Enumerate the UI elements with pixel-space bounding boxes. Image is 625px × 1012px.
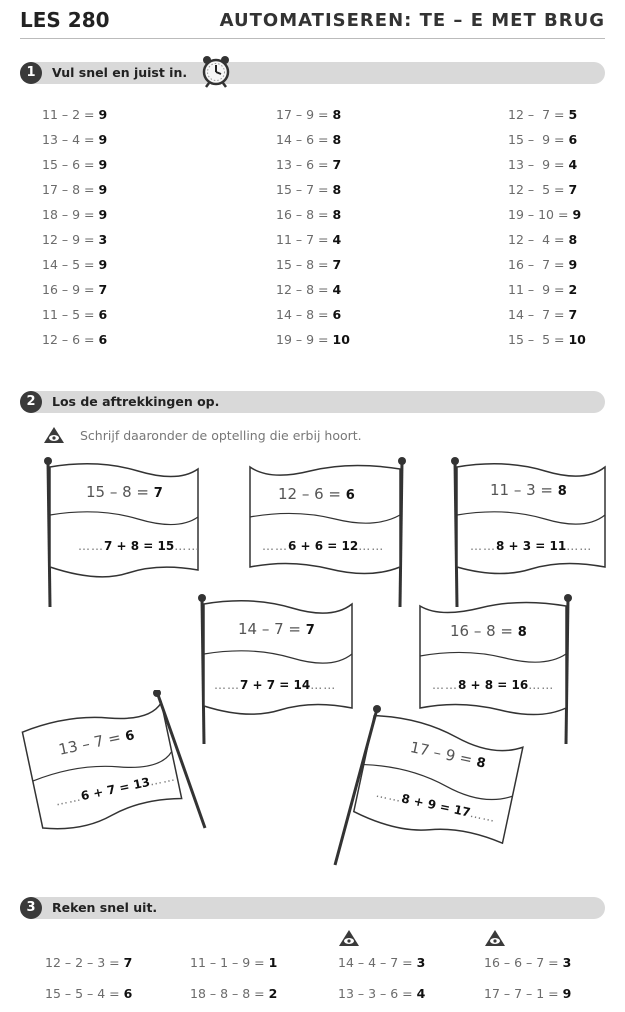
- exercise-question: 15 – 8 =: [276, 257, 329, 272]
- exercise-answer: 10: [332, 332, 350, 347]
- exercise-question: 11 – 9 =: [508, 282, 565, 297]
- header-divider: [20, 38, 605, 39]
- exercise-item: [42, 307, 107, 322]
- exercise-item: [276, 182, 341, 197]
- quick-exercise-question: 11 – 1 – 9 =: [190, 955, 265, 970]
- exercise-answer: 10: [568, 332, 586, 347]
- exercise-question: 14 – 8 =: [276, 307, 329, 322]
- section-1-title: Vul snel en juist in.: [52, 65, 188, 80]
- flag-4-sum: 7 + 7 = 14: [240, 678, 311, 692]
- exercise-question: 13 – 6 =: [276, 157, 329, 172]
- exercise-answer: 6: [98, 307, 108, 322]
- exercise-answer: 9: [98, 107, 108, 122]
- quick-exercise-answer: 3: [416, 955, 426, 970]
- quick-exercise-answer: 3: [562, 955, 572, 970]
- quick-exercise-question: 18 – 8 – 8 =: [190, 986, 265, 1001]
- flag-7-answer: 8: [474, 755, 487, 772]
- exercise-question: 11 – 2 =: [42, 107, 95, 122]
- quick-exercise-answer: 6: [123, 986, 133, 1001]
- quick-exercise-question: 17 – 7 – 1 =: [484, 986, 559, 1001]
- exercise-question: 11 – 7 =: [276, 232, 329, 247]
- flag-4: 14 – 7 = 7 ……7 + 7 = 14……: [192, 592, 362, 752]
- exercise-question: 17 – 8 =: [42, 182, 95, 197]
- flag-2: 12 – 6 = 6 ……6 + 6 = 12……: [240, 455, 410, 615]
- quick-exercise-answer: 9: [562, 986, 572, 1001]
- exercise-item: [508, 107, 577, 122]
- exercise-answer: 9: [98, 207, 108, 222]
- quick-exercise: [190, 986, 277, 1001]
- flag-2-answer: 6: [345, 488, 355, 503]
- exercise-item: [276, 157, 341, 172]
- exercise-item: [508, 232, 577, 247]
- quick-exercise-question: 14 – 4 – 7 =: [338, 955, 413, 970]
- flag-3-answer: 8: [557, 484, 567, 499]
- exercise-question: 15 – 9 =: [508, 132, 565, 147]
- exercise-item: [42, 107, 107, 122]
- flag-6: 13 – 7 = 6 ……6 + 7 = 13……: [15, 690, 215, 840]
- exercise-answer: 7: [568, 182, 578, 197]
- flag-1: 15 – 8 = 7 ……7 + 8 = 15……: [38, 455, 208, 615]
- flag-7: 17 – 9 = 8 ……8 + 9 = 17……: [325, 705, 525, 870]
- exercise-answer: 7: [332, 157, 342, 172]
- exercise-item: [42, 157, 107, 172]
- exercise-answer: 9: [568, 257, 578, 272]
- exercise-item: [42, 232, 107, 247]
- exercise-answer: 6: [332, 307, 342, 322]
- exercise-question: 19 – 10 =: [508, 207, 569, 222]
- exercise-answer: 8: [332, 207, 342, 222]
- exercise-item: [276, 207, 341, 222]
- exercise-question: 12 – 4 =: [508, 232, 565, 247]
- quick-exercise: [338, 986, 425, 1001]
- flag-7-sum: 8 + 9 = 17: [400, 791, 472, 820]
- exercise-answer: 4: [568, 157, 578, 172]
- exercise-item: [276, 232, 341, 247]
- exercise-item: [42, 182, 107, 197]
- exercise-item: [508, 182, 577, 197]
- exercise-answer: 6: [98, 332, 108, 347]
- flag-1-sum: 7 + 8 = 15: [104, 539, 175, 553]
- lesson-number: LES 280: [20, 8, 110, 32]
- exercise-question: 14 – 6 =: [276, 132, 329, 147]
- exercise-item: [508, 207, 581, 222]
- exercise-question: 12 – 8 =: [276, 282, 329, 297]
- flag-1-question: 15 – 8 =: [86, 483, 150, 501]
- section-2-instruction: Schrijf daaronder de optelling die erbij hoort.: [80, 428, 362, 443]
- flag-4-question: 14 – 7 =: [238, 620, 302, 638]
- exercise-question: 15 – 6 =: [42, 157, 95, 172]
- exercise-answer: 6: [568, 132, 578, 147]
- exercise-item: [276, 332, 350, 347]
- exercise-question: 14 – 7 =: [508, 307, 565, 322]
- exercise-answer: 4: [332, 282, 342, 297]
- flag-6-answer: 6: [123, 728, 136, 745]
- exercise-item: [42, 207, 107, 222]
- section-3-number: 3: [20, 897, 42, 919]
- exercise-answer: 7: [332, 257, 342, 272]
- exercise-question: 13 – 4 =: [42, 132, 95, 147]
- triangle-eye-icon: [484, 929, 506, 947]
- quick-exercise: [338, 955, 425, 970]
- flag-6-sum: 6 + 7 = 13: [79, 774, 152, 804]
- exercise-question: 12 – 7 =: [508, 107, 565, 122]
- exercise-answer: 7: [98, 282, 108, 297]
- exercise-item: [508, 307, 577, 322]
- quick-exercise-question: 12 – 2 – 3 =: [45, 955, 120, 970]
- flag-6-question: 13 – 7 =: [57, 728, 123, 759]
- quick-exercise: [45, 986, 132, 1001]
- flag-7-question: 17 – 9 =: [408, 738, 474, 769]
- section-1-number: 1: [20, 62, 42, 84]
- quick-exercise: [484, 986, 571, 1001]
- exercise-answer: 8: [568, 232, 578, 247]
- triangle-eye-icon: [338, 929, 360, 947]
- triangle-eye-icon: [43, 426, 65, 444]
- quick-exercise: [484, 955, 571, 970]
- quick-exercise-answer: 1: [268, 955, 278, 970]
- exercise-answer: 8: [332, 107, 342, 122]
- flag-5: 16 – 8 = 8 ……8 + 8 = 16……: [410, 592, 580, 752]
- exercise-item: [276, 282, 341, 297]
- flag-2-sum: 6 + 6 = 12: [288, 539, 359, 553]
- flag-1-answer: 7: [153, 486, 163, 501]
- quick-exercise-question: 16 – 6 – 7 =: [484, 955, 559, 970]
- exercise-item: [508, 157, 577, 172]
- alarm-clock-icon: [198, 53, 234, 89]
- exercise-answer: 4: [332, 232, 342, 247]
- exercise-question: 18 – 9 =: [42, 207, 95, 222]
- exercise-item: [508, 257, 577, 272]
- exercise-answer: 5: [568, 107, 578, 122]
- exercise-answer: 8: [332, 182, 342, 197]
- quick-exercise-question: 13 – 3 – 6 =: [338, 986, 413, 1001]
- exercise-answer: 7: [568, 307, 578, 322]
- exercise-item: [42, 332, 107, 347]
- exercise-question: 11 – 5 =: [42, 307, 95, 322]
- exercise-item: [276, 307, 341, 322]
- exercise-item: [508, 132, 577, 147]
- exercise-answer: 3: [98, 232, 108, 247]
- section-3-title: Reken snel uit.: [52, 900, 158, 915]
- exercise-question: 16 – 8 =: [276, 207, 329, 222]
- exercise-question: 16 – 7 =: [508, 257, 565, 272]
- exercise-answer: 9: [98, 257, 108, 272]
- exercise-question: 15 – 5 =: [508, 332, 565, 347]
- exercise-answer: 9: [98, 182, 108, 197]
- exercise-answer: 8: [332, 132, 342, 147]
- exercise-item: [42, 282, 107, 297]
- flag-3-sum: 8 + 3 = 11: [496, 539, 567, 553]
- exercise-question: 12 – 5 =: [508, 182, 565, 197]
- quick-exercise: [45, 955, 132, 970]
- flag-5-answer: 8: [517, 625, 527, 640]
- exercise-answer: 2: [568, 282, 578, 297]
- section-2-title: Los de aftrekkingen op.: [52, 394, 220, 409]
- exercise-question: 16 – 9 =: [42, 282, 95, 297]
- quick-exercise-answer: 7: [123, 955, 133, 970]
- flag-3-question: 11 – 3 =: [490, 481, 554, 499]
- exercise-question: 12 – 6 =: [42, 332, 95, 347]
- exercise-item: [42, 257, 107, 272]
- exercise-answer: 9: [98, 132, 108, 147]
- flag-2-question: 12 – 6 =: [278, 485, 342, 503]
- flag-5-question: 16 – 8 =: [450, 622, 514, 640]
- flag-3: 11 – 3 = 8 ……8 + 3 = 11……: [445, 455, 615, 615]
- section-2-number: 2: [20, 391, 42, 413]
- quick-exercise-question: 15 – 5 – 4 =: [45, 986, 120, 1001]
- exercise-question: 13 – 9 =: [508, 157, 565, 172]
- exercise-question: 15 – 7 =: [276, 182, 329, 197]
- exercise-answer: 9: [572, 207, 582, 222]
- flag-5-sum: 8 + 8 = 16: [458, 678, 529, 692]
- exercise-question: 19 – 9 =: [276, 332, 329, 347]
- exercise-question: 14 – 5 =: [42, 257, 95, 272]
- exercise-item: [508, 332, 586, 347]
- exercise-item: [508, 282, 577, 297]
- exercise-item: [42, 132, 107, 147]
- lesson-topic: AUTOMATISEREN: TE – E MET BRUG: [219, 10, 605, 31]
- exercise-question: 17 – 9 =: [276, 107, 329, 122]
- quick-exercise-answer: 2: [268, 986, 278, 1001]
- exercise-question: 12 – 9 =: [42, 232, 95, 247]
- exercise-answer: 9: [98, 157, 108, 172]
- flag-4-answer: 7: [305, 623, 315, 638]
- exercise-item: [276, 107, 341, 122]
- quick-exercise-answer: 4: [416, 986, 426, 1001]
- quick-exercise: [190, 955, 277, 970]
- exercise-item: [276, 257, 341, 272]
- exercise-item: [276, 132, 341, 147]
